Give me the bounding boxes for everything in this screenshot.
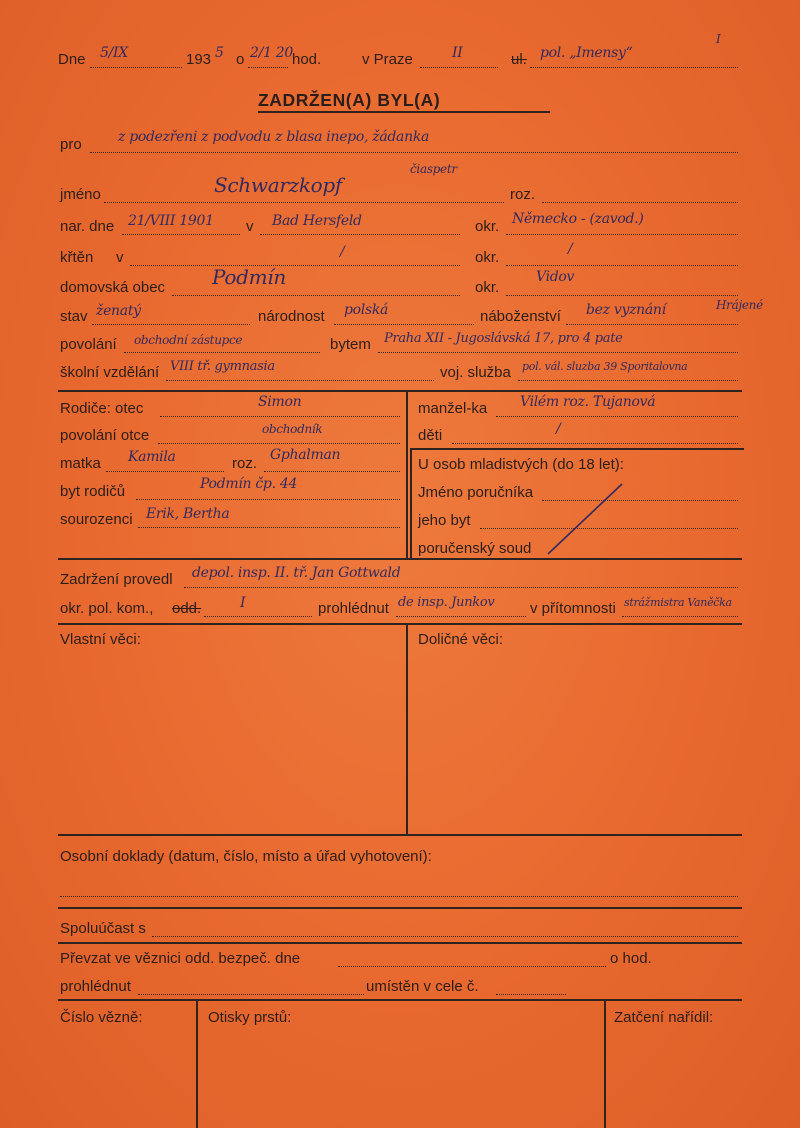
odd-value: I (240, 595, 246, 611)
povolani-value: obchodní zástupce (134, 333, 243, 347)
dotted-line (378, 352, 738, 353)
umisten-label: umístěn v cele č. (366, 978, 479, 995)
section-divider (58, 623, 742, 625)
nar-date-value: 21/VIII 1901 (128, 213, 214, 229)
section-divider (58, 942, 742, 944)
nar-place-value: Bad Hersfeld (272, 213, 362, 229)
dotted-line (124, 352, 320, 353)
cislo-vezne-label: Číslo vězně: (60, 1009, 143, 1026)
povolani-otce-label: povolání otce (60, 427, 150, 444)
povolani-label: povolání (60, 336, 117, 353)
dotted-line (542, 202, 738, 203)
pritomnost-label: v přítomnosti (530, 600, 616, 617)
nar-okr-value: Německo - (zavod.) (512, 211, 644, 227)
pritomnost-value: strážmistra Vaněčka (624, 596, 732, 609)
stav-label: stav (60, 308, 88, 325)
dotted-line (338, 966, 606, 967)
voj-sluzba-value: pol. vál. sluzba 39 Sporitalovna (522, 360, 688, 373)
roz-label: roz. (510, 186, 536, 203)
domovska-obec-label: domovská obec (60, 279, 166, 296)
dotted-line (204, 616, 312, 617)
sourozenci-label: sourozenci (60, 511, 133, 528)
deti-value: / (556, 421, 561, 437)
otec-value: Simon (258, 394, 302, 410)
jmeno-value: Schwarzkopf (214, 173, 342, 197)
dotted-line (130, 265, 460, 266)
matka-roz-value: Gphalman (270, 447, 341, 463)
dotted-line (334, 324, 474, 325)
dotted-line (518, 380, 738, 381)
vertical-divider (604, 1000, 606, 1128)
krten-okr-label: okr. (475, 249, 500, 266)
odd-label: odd. (172, 600, 202, 617)
dotted-line (260, 234, 460, 235)
diagonal-strike-mark (540, 480, 630, 558)
bytem-label: bytem (330, 336, 371, 353)
byt-rodicu-value: Podmín čp. 44 (200, 476, 298, 492)
krten-okr-value: / (568, 241, 573, 257)
povolani-otce-value: obchodník (262, 422, 323, 436)
matka-label: matka (60, 455, 101, 472)
nabozenstvi-extra: Hrájené (716, 298, 763, 312)
dotted-line (496, 416, 738, 417)
ul-label: ul. (511, 51, 527, 68)
nar-v-label: v (246, 218, 254, 235)
dotted-line (496, 994, 566, 995)
handwritten-date: 5/IX (100, 45, 128, 61)
krten-v-label: v (116, 249, 124, 266)
o-hod-label: o hod. (610, 950, 652, 967)
prohlednut2-label: prohlédnut (60, 978, 131, 995)
dne-label: Dne (58, 51, 86, 68)
porucnik-label: Jméno poručníka (418, 484, 534, 501)
vzdelani-label: školní vzdělání (60, 364, 160, 381)
section-divider (58, 558, 742, 560)
sourozenci-value: Erik, Bertha (146, 506, 230, 522)
year-prefix: 193 (186, 51, 212, 68)
jeho-byt-label: jeho byt (418, 512, 471, 529)
vzdelani-value: VIII tř. gymnasia (170, 359, 275, 374)
nar-dne-label: nar. dne (60, 218, 115, 235)
section-divider (58, 999, 742, 1001)
matka-roz-label: roz. (232, 455, 258, 472)
dotted-line (60, 896, 738, 897)
dotted-line (396, 616, 526, 617)
okr-pol-kom-label: okr. pol. kom., (60, 600, 154, 617)
section-divider (58, 907, 742, 909)
dotted-line (622, 616, 738, 617)
dotted-line (452, 443, 738, 444)
matka-value: Kamila (128, 449, 176, 465)
vertical-divider (196, 1000, 198, 1128)
krten-label: křtěn (60, 249, 94, 266)
dolicne-veci-label: Doličné věci: (418, 631, 504, 648)
vertical-divider (406, 391, 408, 558)
section-divider (58, 834, 742, 836)
dotted-line (90, 67, 182, 68)
dotted-line (506, 234, 738, 235)
hod-label: hod. (292, 51, 322, 68)
zadrzeni-provedl-label: Zadržení provedl (60, 571, 173, 588)
dotted-line (152, 936, 738, 937)
dotted-line (420, 67, 498, 68)
dotted-line (138, 994, 364, 995)
title-underline (258, 111, 550, 113)
bytem-value: Praha XII - Jugoslávská 17, pro 4 pate (384, 331, 623, 346)
dotted-line (172, 295, 460, 296)
corner-mark: I (716, 32, 721, 46)
handwritten-district: II (452, 45, 463, 61)
dotted-line (166, 380, 434, 381)
manzel-label: manžel-ka (418, 400, 488, 417)
byt-rodicu-label: byt rodičů (60, 483, 126, 500)
dotted-line (530, 67, 738, 68)
handwritten-year: 5 (215, 45, 224, 61)
handwritten-street: pol. „Imensy“ (540, 45, 633, 61)
zadrzeni-provedl-value: depol. insp. II. tř. Jan Gottwald (192, 565, 401, 581)
porucensky-soud-label: poručenský soud (418, 540, 532, 557)
jmeno-label: jméno (60, 186, 101, 203)
narodnost-label: národnost (258, 308, 325, 325)
voj-sluzba-label: voj. služba (440, 364, 511, 381)
vlastni-veci-label: Vlastní věci: (60, 631, 141, 648)
pro-value: z podezřeni z podvodu z blasa inepo, žádanka (118, 129, 430, 145)
zatceni-naridil-label: Zatčení nařídil: (614, 1009, 714, 1026)
time-prefix: o (236, 51, 245, 68)
v-praze-label: v Praze (362, 51, 413, 68)
domovska-obec-value: Podmín (212, 265, 286, 289)
dotted-line (506, 265, 738, 266)
narodnost-value: polská (344, 302, 389, 318)
dotted-line (92, 324, 250, 325)
dotted-line (264, 471, 400, 472)
domovska-okr-value: Vidov (536, 269, 575, 285)
dotted-line (122, 234, 240, 235)
dotted-line (160, 416, 400, 417)
vertical-divider (406, 624, 408, 834)
dotted-line (90, 152, 738, 153)
rodice-otec-label: Rodiče: otec (60, 400, 144, 417)
krten-value: / (340, 244, 345, 260)
mladistvi-title: U osob mladistvých (do 18 let): (418, 456, 624, 473)
dotted-line (104, 202, 504, 203)
dotted-line (136, 499, 400, 500)
dotted-line (566, 324, 738, 325)
prevzat-label: Převzat ve věznici odd. bezpeč. dne (60, 950, 301, 967)
nabozenstvi-label: náboženství (480, 308, 561, 325)
spoluucast-label: Spoluúčast s (60, 920, 146, 937)
jmeno-value-extra: čiaspetr (410, 162, 457, 176)
prohlednut-label: prohlédnut (318, 600, 389, 617)
dotted-line (158, 443, 400, 444)
dotted-line (138, 527, 400, 528)
form-title: ZADRŽEN(A) BYL(A) (258, 90, 441, 110)
nar-okr-label: okr. (475, 218, 500, 235)
stav-value: ženatý (96, 303, 141, 319)
dotted-line (106, 471, 224, 472)
dotted-line (184, 587, 738, 588)
dotted-line (248, 67, 288, 68)
nabozenstvi-value: bez vyznání (586, 302, 666, 318)
domovska-okr-label: okr. (475, 279, 500, 296)
prohlednut-value: de insp. Junkov (398, 595, 495, 610)
handwritten-time: 2/1 20 (250, 45, 293, 61)
osobni-doklady-label: Osobní doklady (datum, číslo, místo a úřad vyhotovení): (60, 848, 432, 865)
otisky-prstu-label: Otisky prstů: (208, 1009, 292, 1026)
manzel-value: Vilém roz. Tujanová (520, 394, 656, 410)
section-divider (58, 390, 742, 392)
deti-label: děti (418, 427, 443, 444)
dotted-line (506, 295, 738, 296)
pro-label: pro (60, 136, 82, 153)
